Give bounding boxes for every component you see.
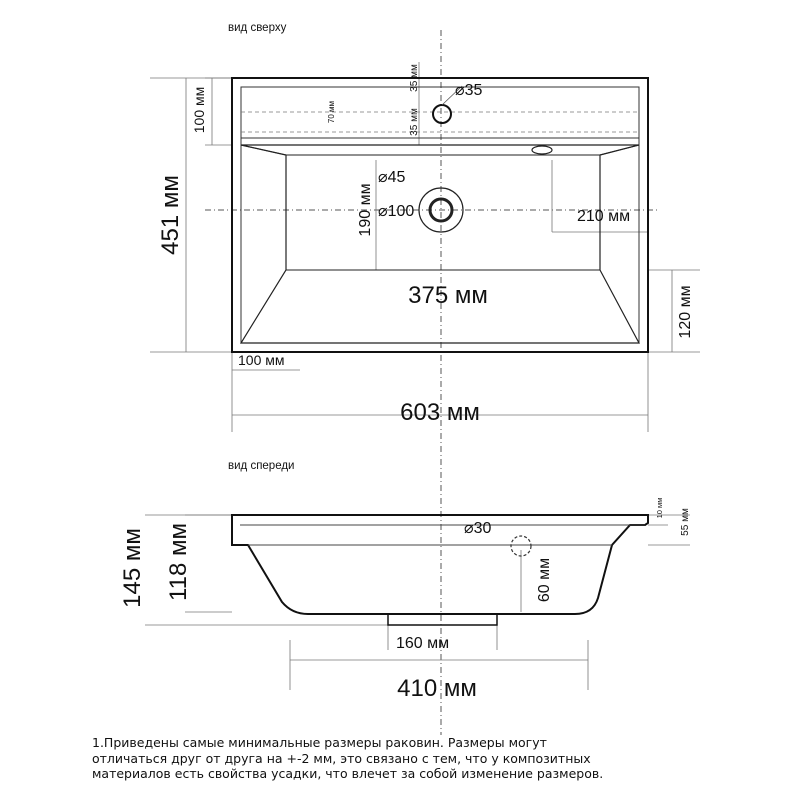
dim-190-label: 190 мм (357, 183, 374, 237)
dim-160-label: 160 мм (396, 635, 450, 652)
bowl-outline (241, 145, 639, 343)
front-view-labels (119, 460, 691, 702)
dim-145-label: 145 мм (119, 528, 146, 608)
tap-hole (433, 105, 451, 123)
dim-depth-label: 451 мм (157, 175, 184, 255)
overflow-slot (532, 146, 552, 154)
dim-width-label: 603 мм (400, 399, 480, 426)
extension-lines-front (145, 515, 690, 690)
front-view-label: вид спереди (228, 460, 295, 472)
dim-210-label: 210 мм (577, 208, 631, 225)
drain-body-front (388, 614, 497, 625)
centerlines (205, 30, 660, 735)
dim-118-label: 118 мм (165, 523, 192, 601)
footnote-line-3: материалов есть свойства усадки, что влечет за собой изменение размеров. (92, 766, 604, 781)
tap-hole-label: ⌀35 (455, 82, 483, 99)
dim-35-lower-label: 35 мм (409, 108, 420, 136)
dim-70-label: 70 мм (327, 100, 336, 124)
dim-35-upper-label: 35 мм (409, 64, 420, 92)
dim-410-label: 410 мм (397, 675, 477, 702)
footnote (92, 735, 772, 782)
dim-10-label: 10 мм (655, 497, 664, 519)
overflow-label: ⌀30 (464, 520, 492, 537)
footnote-line-2: отличаться друг от друга на +-2 мм, это связано с тем, что у композитных (92, 750, 591, 766)
footnote-line-1: 1.Приведены самые минимальные размеры раковин. Размеры могут (92, 735, 547, 750)
dim-375-label: 375 мм (408, 282, 488, 309)
dim-60-label: 60 мм (536, 557, 553, 603)
sink-profile-front (232, 515, 648, 614)
dim-shelf-label: 100 мм (191, 86, 207, 134)
dim-55-label: 55 мм (680, 508, 691, 536)
dim-120-label: 120 мм (677, 285, 694, 339)
top-view-labels (157, 22, 694, 426)
drain-inner-label: ⌀45 (378, 169, 406, 186)
drain-outer-label: ⌀100 (378, 203, 415, 220)
dim-100-bottom-label: 100 мм (238, 352, 285, 368)
top-view-label: вид сверху (228, 22, 287, 34)
front-view (232, 515, 648, 625)
